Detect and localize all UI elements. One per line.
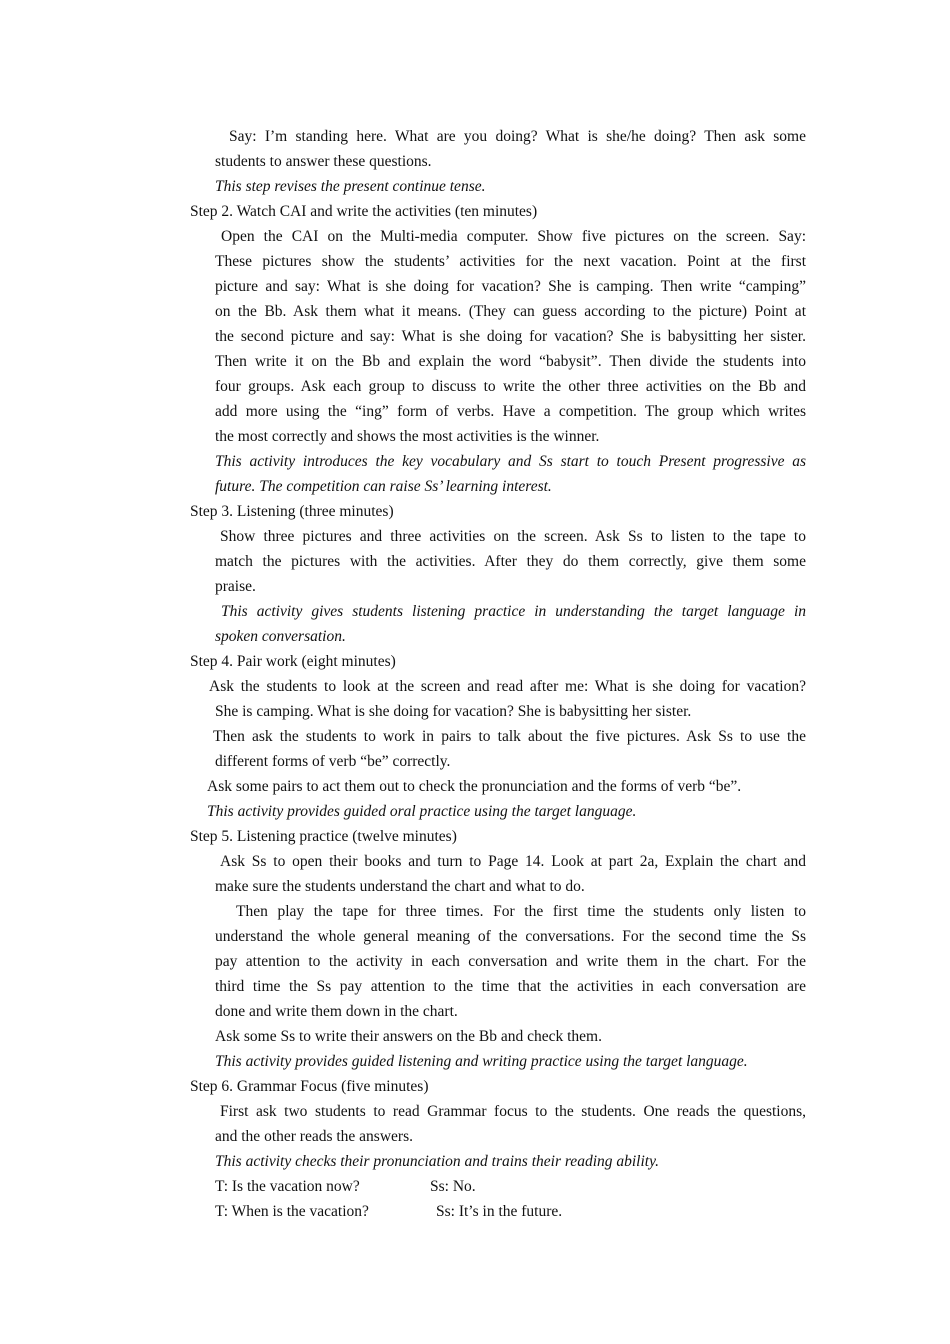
paragraph-line: match the pictures with the activities. After they do them correctly, give them some <box>215 553 806 570</box>
paragraph-line: make sure the students understand the chart and what to do. <box>215 878 585 895</box>
paragraph-line: and the other reads the answers. <box>215 1128 413 1145</box>
paragraph-line: Show three pictures and three activities on the screen. Ask Ss to listen to the tape to <box>220 528 806 545</box>
step-heading: Step 3. Listening (three minutes) <box>190 503 394 520</box>
paragraph-line: four groups. Ask each group to discuss to write the other three activities on the Bb and <box>215 378 806 395</box>
teacher-question: T: When is the vacation? <box>215 1203 369 1220</box>
paragraph-line: students to answer these questions. <box>215 153 432 170</box>
paragraph-line: on the Bb. Ask them what it means. (They can guess according to the picture) Point at <box>215 303 806 320</box>
student-answer: Ss: It’s in the future. <box>436 1203 563 1220</box>
dialogue-line <box>215 1199 806 1224</box>
note-line: This activity gives students listening practice in understanding the target language in <box>221 603 806 620</box>
paragraph-line: the most correctly and shows the most activities is the winner. <box>215 428 600 445</box>
paragraph-line: Then ask the students to work in pairs to talk about the five pictures. Ask Ss to use the <box>213 728 806 745</box>
paragraph-line: done and write them down in the chart. <box>215 1003 458 1020</box>
document-page <box>0 124 950 1224</box>
step-heading: Step 2. Watch CAI and write the activities (ten minutes) <box>190 203 538 220</box>
teacher-question: T: Is the vacation now? <box>215 1178 360 1195</box>
paragraph-line: First ask two students to read Grammar focus to the students. One reads the questions, <box>220 1103 806 1120</box>
paragraph-line: Then play the tape for three times. For the first time the students only listen to <box>236 903 806 920</box>
paragraph-line: Ask some Ss to write their answers on the Bb and check them. <box>215 1028 602 1045</box>
note-line: This step revises the present continue tense. <box>215 178 486 195</box>
note-line: This activity checks their pronunciation and trains their reading ability. <box>215 1153 659 1170</box>
paragraph-line: Ask Ss to open their books and turn to Page 14. Look at part 2a, Explain the chart and <box>220 853 806 870</box>
paragraph-line: These pictures show the students’ activities for the next vacation. Point at the first <box>215 253 806 270</box>
paragraph-line: Ask some pairs to act them out to check the pronunciation and the forms of verb “be”. <box>207 778 742 795</box>
paragraph-line: different forms of verb “be” correctly. <box>215 753 451 770</box>
step-heading: Step 4. Pair work (eight minutes) <box>190 653 396 670</box>
paragraph-line: praise. <box>215 578 256 595</box>
paragraph-line: Then write it on the Bb and explain the word “babysit”. Then divide the students into <box>215 353 806 370</box>
paragraph-line: understand the whole general meaning of the conversations. For the second time the Ss <box>215 928 806 945</box>
paragraph-line: Open the CAI on the Multi-media computer. Show five pictures on the screen. Say: <box>221 228 806 245</box>
student-answer: Ss: No. <box>430 1178 476 1195</box>
step-heading: Step 5. Listening practice (twelve minutes) <box>190 828 457 845</box>
step-heading: Step 6. Grammar Focus (five minutes) <box>190 1078 429 1095</box>
note-line: This activity introduces the key vocabulary and Ss start to touch Present progressive as <box>215 453 806 470</box>
note-line: This activity provides guided oral practice using the target language. <box>207 803 637 820</box>
paragraph-line: Ask the students to look at the screen and read after me: What is she doing for vacation? <box>209 678 806 695</box>
paragraph-line: third time the Ss pay attention to the time that the activities in each conversation are <box>215 978 806 995</box>
note-line: future. The competition can raise Ss’ learning interest. <box>215 478 552 495</box>
dialogue-line <box>215 1174 806 1199</box>
note-line: spoken conversation. <box>215 628 346 645</box>
paragraph-line: She is camping. What is she doing for vacation? She is babysitting her sister. <box>215 703 692 720</box>
paragraph-line: add more using the “ing” form of verbs. Have a competition. The group which writes <box>215 403 806 420</box>
paragraph-line: the second picture and say: What is she doing for vacation? She is babysitting her sister. <box>215 328 806 345</box>
note-line: This activity provides guided listening and writing practice using the target language. <box>215 1053 748 1070</box>
paragraph-line: pay attention to the activity in each conversation and write them in the chart. For the <box>215 953 806 970</box>
paragraph-line: picture and say: What is she doing for vacation? She is camping. Then write “camping” <box>215 278 806 295</box>
paragraph-line: Say: I’m standing here. What are you doing? What is she/he doing? Then ask some <box>229 128 806 145</box>
